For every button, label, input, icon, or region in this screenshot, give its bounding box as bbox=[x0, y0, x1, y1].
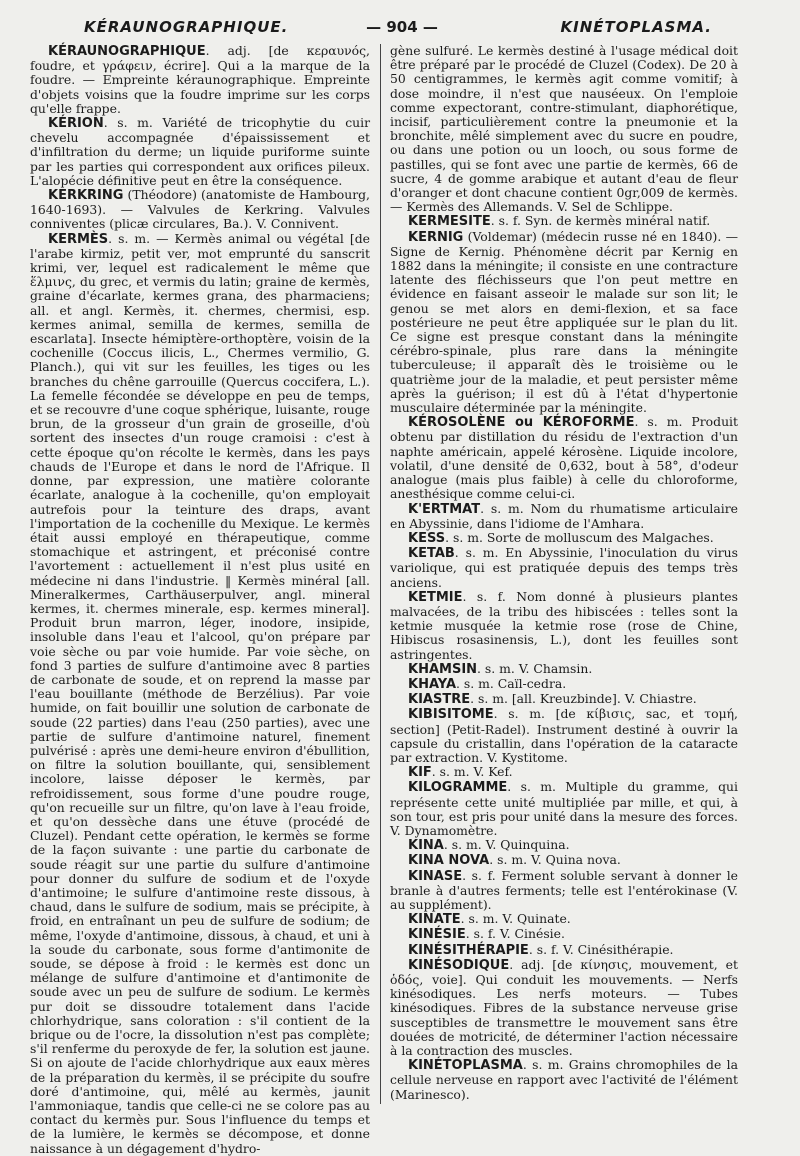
entry-headword: KÉRAUNOGRAPHIQUE bbox=[48, 44, 206, 59]
dictionary-entry bbox=[390, 707, 738, 765]
dictionary-entry bbox=[390, 692, 738, 707]
entry-definition: . s. m. — Kermès animal ou végétal [de l'arabe kirmiz, petit ver, mot emprunté du sanscrit krimi, ver, lequel est radicalement le même que ἕλμινς, du grec, et vermis du latin; graine de kermès, graine d'écarlate, kermes grana, des pharmaciens; all. et angl. Kermès, it. chermes, chermisi, esp. kermes animal, semilla de kermes, semilla de escarlata]. Insecte hémiptère-orthoptère, voisin de la cochenille (Coccus ilicis, L., Chermes vermilio, G. Planch.), qui vit sur les feuilles, les tiges ou les branches du chêne garrouille (Quercus coccifera, L.). La femelle fécondée se développe en peu de temps, et se recouvre d'une coque sphérique, luisante, rouge brun, de la grosseur d'un grain de groseille, d'où sortent des insectes d'un rouge cramoisi : c'est à cette époque qu'on récolte le kermès, dans les pays chauds de l'Europe et dans le nord de l'Afrique. Il donne, par expression, une matière colorante écarlate, analogue à la cochenille, qu'on employait autrefois pour la teinture des draps, avant l'importation de la cochenille du Mexique. Le kermès était aussi employé en thérapeutique, comme stomachique et astringent, et préconisé contre l'avortement : actuellement il n'est plus usité en médecine ni dans l'industrie. ‖ Kermès minéral [all. Mineralkermes, Carthäuserpulver, angl. mineral kermes, it. chermes minerale, esp. kermes mineral]. Produit brun marron, léger, inodore, insipide, insoluble dans l'eau et l'alcool, qu'on prépare par voie sèche ou par voie humide. Par voie sèche, on fond 3 parties de sulfure d'antimoine avec 8 parties de carbonate de soude, et on reprend la masse par l'eau bouillante (méthode de Berzélius). Par voie humide, on fait bouillir une solution de carbonate de soude (22 parties) dans l'eau (250 parties), avec une partie de sulfure d'antimoine naturel, finement pulvérisé : après une demi-heure environ d'ébullition, on filtre la solution bouillante, qui, sensiblement incolore, laisse déposer le kermès, par refroidissement, sous forme d'une poudre rouge, qu'on recueille sur un filtre, qu'on lave à l'eau froide, et qu'on dessèche dans une étuve (procédé de Cluzel). Pendant cette opération, le kermès se forme de la façon suivante : une partie du carbonate de soude réagit sur une partie du sulfure d'antimoine pour donner du sulfure de sodium et de l'oxyde d'antimoine; le sulfure d'antimoine reste dissous, à chaud, dans le sulfure de sodium, mais se précipite, à froid, en entraînant un peu de sulfure de sodium; de même, l'oxyde d'antimoine, dissous, à chaud, et uni à la soude du carbonate, sous forme d'antimonite de soude, se dépose à froid : le kermès est donc un mélange de sulfure d'antimoine et d'antimonite de soude avec un peu de sulfure de sodium. Le kermès pur doit se dissoudre totalement dans l'acide chlorhydrique, sans coloration : s'il contient de la brique ou de l'ocre, la dissolution n'est pas complète; s'il renferme du peroxyde de fer, la solution est jaune. Si on ajoute de l'acide chlorhydrique aux eaux mères de la préparation du kermès, il se précipite du soufre doré d'antimoine, qui, mêlé au kermès, jaunit l'ammoniaque, tandis que celle-ci ne se colore pas au contact du kermès pur. Sous l'influence du temps et de la lumière, le kermès se décompose, et donne naissance à un dégagement d'hydro- bbox=[30, 230, 370, 1156]
entry-headword: KINATE bbox=[408, 912, 461, 928]
dictionary-entry bbox=[30, 232, 370, 1156]
entry-definition: . s. m. V. Kef. bbox=[431, 764, 513, 780]
dictionary-entry bbox=[390, 912, 738, 927]
entry-definition: . s. f. V. Cinésithérapie. bbox=[528, 941, 674, 957]
entry-definition: . s. m. Caïl-cedra. bbox=[456, 675, 567, 691]
entry-definition: . s. m. Produit obtenu par distillation du résidu de l'extraction d'un naphte américain, appelé kérosène. Liquide incolore, volatil, d'une densité de 0,632, bout à 58°, d'odeur analogue (mais plus faible) à celle du chloroforme, anesthésique comme celui-ci. bbox=[390, 414, 738, 502]
entry-headword: KINÉSITHÉRAPIE bbox=[408, 942, 529, 958]
right-column bbox=[390, 44, 738, 1110]
entry-definition: . s. f. Syn. de kermès minéral natif. bbox=[490, 213, 711, 229]
dictionary-entry bbox=[390, 838, 738, 853]
entry-headword: KINÉSIE bbox=[408, 927, 466, 943]
dictionary-entry bbox=[390, 1058, 738, 1102]
entry-definition: gène sulfuré. Le kermès destiné à l'usage médical doit être préparé par le procédé de Cluzel (Codex). De 20 à 50 centigrammes, le kermès agit comme vomitif; à dose moindre, il n'est que nauséeux. On l'emploie comme expectorant, contre-stimulant, diaphorétique, incisif, particulièrement contre la pneumonie et la bronchite, mêlé simplement avec du sucre en poudre, ou dans une potion ou un looch, ou sous forme de pastilles, qui se font avec une partie de kermès, 66 de sucre, 4 de gomme arabique et autant d'eau de fleur d'oranger et dont chacune contient 0gr,009 de kermès. — Kermès des Allemands. V. Sel de Schlippe. bbox=[390, 43, 738, 215]
dictionary-entry bbox=[30, 44, 370, 116]
entry-headword: KINA bbox=[408, 838, 444, 854]
page-header bbox=[44, 18, 760, 42]
dictionary-entry bbox=[390, 943, 738, 958]
dictionary-entry bbox=[30, 116, 370, 188]
header-last-entry: KINÉTOPLASMA. bbox=[560, 18, 712, 36]
entry-definition: . s. f. Nom donné à plusieurs plantes malvacées, de la tribu des hibiscées : telles sont la ketmie musquée la ketmie rose (rose de Chine, Hibiscus rosasinensis, L.), dont les feuilles sont astringentes. bbox=[390, 588, 738, 662]
dictionary-entry bbox=[30, 188, 370, 232]
dictionary-entry bbox=[390, 927, 738, 942]
entry-headword: K'ERTMAT bbox=[408, 501, 481, 517]
dictionary-entry bbox=[390, 230, 738, 416]
dictionary-entry bbox=[390, 214, 738, 229]
entry-headword: KIBISITOME bbox=[408, 707, 494, 723]
dictionary-entry bbox=[390, 590, 738, 662]
entry-headword: KILOGRAMME bbox=[408, 780, 508, 796]
entry-headword: KETMIE bbox=[408, 589, 463, 605]
entry-headword: KERMESITE bbox=[408, 214, 491, 230]
entry-headword: KINÉTOPLASMA bbox=[408, 1058, 523, 1074]
entry-definition: . s. m. Nom du rhumatisme articulaire en Abyssinie, dans l'idiome de l'Amhara. bbox=[390, 500, 738, 531]
entry-headword: KETAB bbox=[408, 546, 455, 562]
entry-headword: KIF bbox=[408, 765, 432, 781]
entry-headword: KHAMSIN bbox=[408, 661, 478, 677]
entry-headword: KESS bbox=[408, 530, 446, 546]
entry-definition: . s. m. Variété de tricophytie du cuir chevelu accompagnée d'épaississement et d'infiltration du derme; un liquide puriforme suinte par les parties qui correspondent aux orifices pileux. L'alopécie définitive peut en être la conséquence. bbox=[30, 115, 370, 188]
entry-definition: . s. m. V. Quina nova. bbox=[489, 852, 621, 868]
entry-headword: KINASE bbox=[408, 868, 463, 884]
entry-headword: KINÉSODIQUE bbox=[408, 957, 510, 973]
entry-headword: KERMÈS bbox=[48, 231, 109, 247]
dictionary-entry bbox=[390, 662, 738, 677]
dictionary-entry bbox=[390, 765, 738, 780]
dictionary-entry bbox=[390, 677, 738, 692]
entry-definition: . s. m. [de κίβισις, sac, et τομή, section] (Petit-Radel). Instrument destiné à ouvrir la capsule du cristallin, dans l'opération de la cataracte par extraction. V. Kystitome. bbox=[390, 706, 738, 765]
entry-definition: . adj. [de κεραυνός, foudre, et γράφειν, écrire]. Qui a la marque de la foudre. — Empreinte kéraunographique. Empreinte d'objets voisins que la foudre imprime sur les corps qu'elle frappe. bbox=[30, 43, 370, 116]
dictionary-entry bbox=[390, 958, 738, 1058]
dictionary-entry bbox=[390, 531, 738, 546]
dictionary-entry bbox=[390, 780, 738, 838]
entry-headword: KERKRING bbox=[48, 188, 124, 204]
column-divider bbox=[380, 44, 381, 1104]
entry-definition: . s. m. Grains chromophiles de la cellule nerveuse en rapport avec l'activité de l'élément (Marinesco). bbox=[390, 1057, 738, 1102]
entry-headword: KÉROSOLÈNE ou KÉROFORME bbox=[408, 415, 635, 431]
header-first-entry: KÉRAUNOGRAPHIQUE. bbox=[84, 18, 289, 36]
entry-headword: KIASTRE bbox=[408, 692, 471, 708]
entry-definition: . s. m. V. Quinquina. bbox=[443, 837, 570, 853]
dictionary-entry bbox=[390, 546, 738, 590]
dictionary-entry bbox=[390, 869, 738, 913]
entry-headword: KINA NOVA bbox=[408, 853, 490, 869]
entry-definition: (Voldemar) (médecin russe né en 1840). — Signe de Kernig. Phénomène décrit par Kernig en 1882 dans la méningite; il consiste en une contracture latente des fléchisseurs que l'on peut mettre en évidence en faisant asseoir le malade sur son lit; le genou se met alors en demi-flexion, et sa face postérieure ne peut être appliquée sur le plan du lit. Ce signe est presque constant dans la méningite cérébro-spinale, plus rare dans la méningite tuberculeuse; il apparaît dès le troisième ou le quatrième jour de la maladie, et peut persister même après la guérison; il est dû à l'état d'hypertonie musculaire déterminée par la méningite. bbox=[390, 228, 738, 416]
entry-headword: KHAYA bbox=[408, 676, 457, 692]
entry-definition: . s. m. Sorte de molluscum des Malgaches. bbox=[445, 529, 714, 545]
entry-definition: . s. f. V. Cinésie. bbox=[465, 926, 565, 942]
entry-definition: . s. m. [all. Kreuzbinde]. V. Chiastre. bbox=[470, 691, 697, 707]
dictionary-entry bbox=[390, 44, 738, 214]
entry-definition: . s. m. En Abyssinie, l'inoculation du virus variolique, qui est pratiquée depuis des temps très anciens. bbox=[390, 545, 738, 590]
entry-definition: . s. f. Ferment soluble servant à donner le branle à d'autres ferments; telle est l'entérokinase (V. au supplément). bbox=[390, 867, 738, 912]
entry-definition: . s. m. Multiple du gramme, qui représente cette unité multipliée par mille, et qui, à son tour, est pris pour unité dans la mesure des forces. V. Dynamomètre. bbox=[390, 779, 738, 838]
dictionary-entry bbox=[390, 853, 738, 868]
entry-headword: KERNIG bbox=[408, 229, 464, 245]
entry-definition: . s. m. V. Quinate. bbox=[460, 911, 571, 927]
dictionary-entry bbox=[390, 415, 738, 501]
left-column bbox=[30, 43, 370, 1156]
entry-definition: (Théodore) (anatomiste de Hambourg, 1640-1693). — Valvules de Kerkring. Valvules conniventes (plicæ circulares, Ba.). V. Connivent. bbox=[30, 187, 370, 232]
dictionary-entry bbox=[390, 502, 738, 531]
page-number: — 904 — bbox=[366, 18, 438, 36]
entry-definition: . adj. [de κίνησις, mouvement, et ὁδός, voie]. Qui conduit les mouvements. — Nerfs kinésodiques. Les nerfs moteurs. — Tubes kinésodiques. Fibres de la substance nerveuse grise susceptibles de transmettre le mouvement sans être douées de motricité, de déterminer l'action nécessaire à la contraction des muscles. bbox=[390, 956, 738, 1059]
entry-definition: . s. m. V. Chamsin. bbox=[477, 660, 593, 676]
entry-headword: KÉRION bbox=[48, 116, 104, 132]
